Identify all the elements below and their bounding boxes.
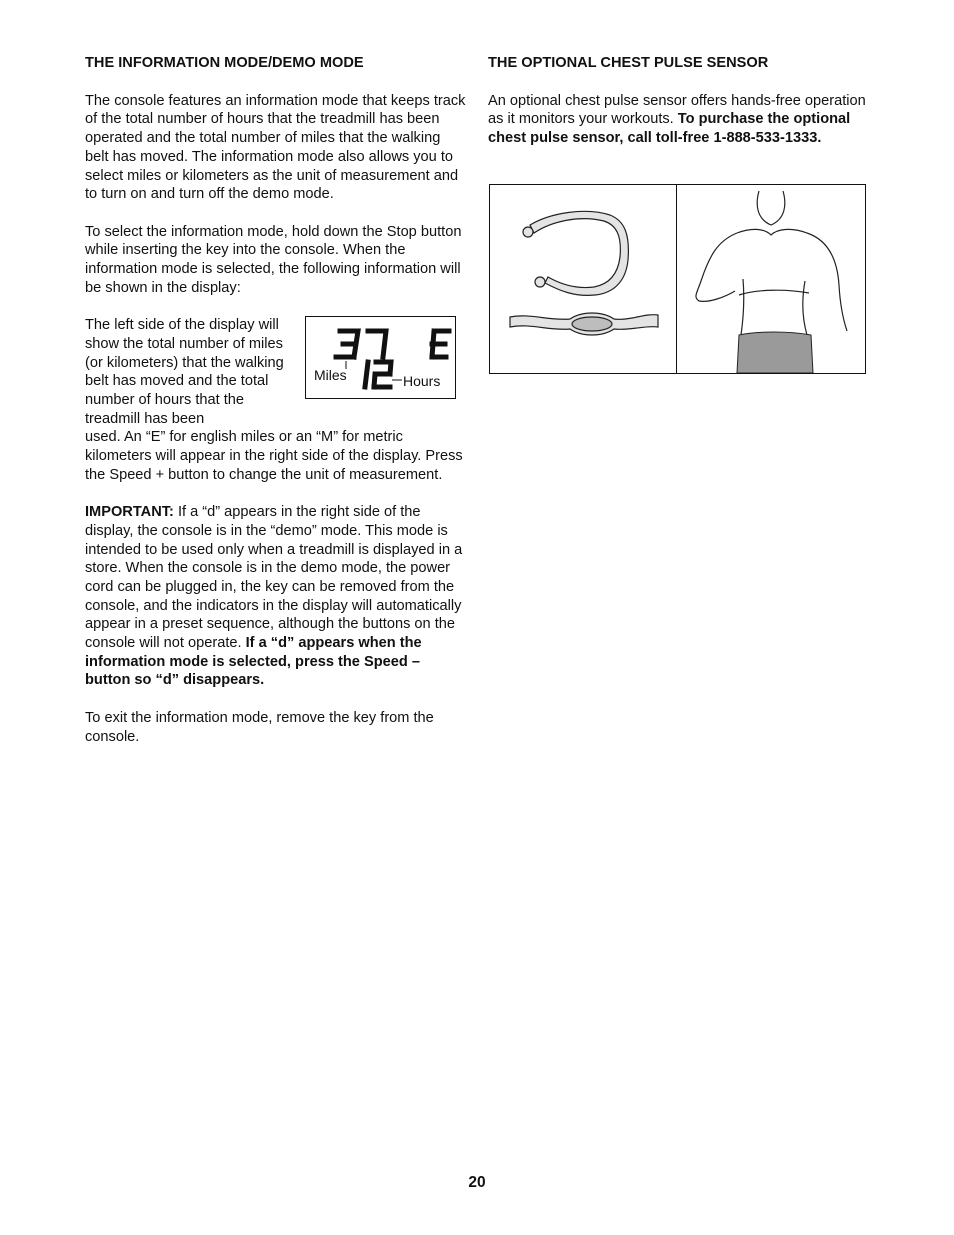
exit-instructions: To exit the information mode, remove the key from the console.: [85, 709, 434, 745]
unit-letter-segments: [432, 331, 449, 357]
chest-pulse-sensor-heading: THE OPTIONAL CHEST PULSE SENSOR: [488, 55, 769, 71]
person-shorts: [737, 332, 813, 373]
strap-clip-top: [523, 227, 533, 237]
important-text: If a “d” appears in the right side of the display, the console is in the “demo” mode. This mode is intended to be used only when a treadmill is displayed in a store. When the console is in the demo mode, the power cord can be plugged in, the key can be removed from the console, and the indicators in the display will automatically appear in a preset sequence, although the buttons on the console will not operate.: [85, 504, 463, 652]
left-column: [85, 54, 467, 765]
worn-chest-strap: [739, 290, 809, 295]
page-number: 20: [468, 1174, 486, 1191]
hours-label: Hours: [403, 373, 441, 390]
display-description-block: [85, 316, 467, 428]
person-shoulders-right-arm: [737, 229, 847, 331]
purchase-phone-instruction: To purchase the optional chest pulse sensor, call toll-free 1-888-533-1333.: [488, 111, 851, 147]
chest-pulse-sensor-text: An optional chest pulse sensor offers hands-free operation as it monitors your workouts.: [488, 92, 866, 128]
person-left-arm: [696, 233, 737, 301]
chest-sensor-illustrations: [489, 184, 866, 374]
information-mode-heading: THE INFORMATION MODE/DEMO MODE: [85, 55, 364, 71]
information-mode-intro: The console features an information mode that keeps track of the total number of hours that the treadmill has been operated and the total number of miles that the walking belt has moved. The information mode also allows you to select miles or kilometers as the unit of measurement and to turn on and turn off the demo mode.: [85, 92, 466, 203]
important-label: IMPORTANT:: [85, 504, 174, 521]
digit-7-segments: [368, 331, 386, 357]
person-wearing-sensor-illustration: [677, 185, 865, 373]
miles-label: Miles: [314, 367, 347, 384]
person-head: [757, 191, 785, 225]
strap-clip-bottom: [535, 277, 545, 287]
important-note: [85, 503, 467, 690]
chest-strap-illustration: [490, 185, 676, 373]
display-description-continued: used. An “E” for english miles or an “M” for metric kilometers will appear in the right side of the display. Press the Speed + button to change the unit of measurement.: [85, 429, 463, 483]
important-bold-instruction: If a “d” appears when the information mode is selected, press the Speed – button so “d” disappears.: [85, 635, 422, 689]
person-torso: [741, 279, 807, 335]
digit-2-segments: [374, 362, 391, 387]
chest-pulse-sensor-paragraph: [488, 92, 868, 148]
right-column: [488, 54, 868, 167]
digit-1-segments: [365, 362, 368, 387]
sensor-center-pad: [572, 317, 612, 331]
display-description-wrapped: The left side of the display will show the total number of miles (or kilometers) that the walking belt has moved and the total number of hours that the treadmill has been: [85, 317, 284, 427]
information-mode-select-instructions: To select the information mode, hold down the Stop button while inserting the key into the console. When the information mode is selected, the following information will be shown in the display:: [85, 223, 462, 296]
console-display-illustration: [305, 316, 456, 399]
digit-3-segments: [336, 331, 358, 357]
